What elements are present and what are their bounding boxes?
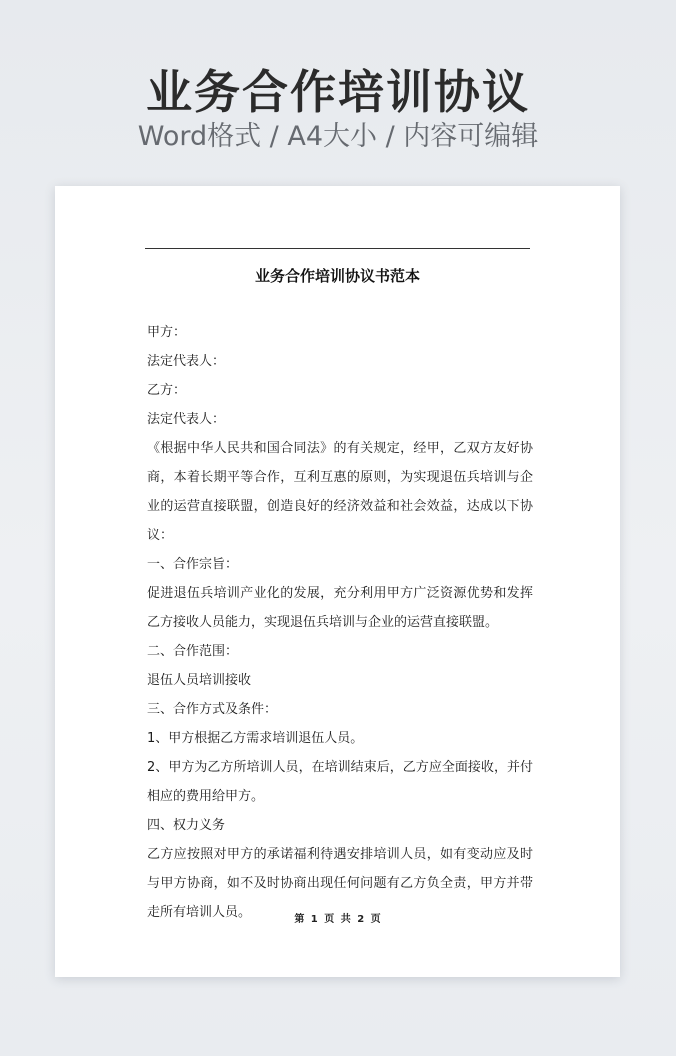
party-a-line: 甲方：: [147, 325, 187, 340]
header-rule: [145, 248, 530, 249]
section-paragraph: 促进退伍兵培训产业化的发展，充分利用甲方广泛资源优势和发挥乙方接收人员能力，实现退伍兵培训与企业的运营直接联盟。: [147, 586, 533, 630]
clause-paragraph: 2、甲方为乙方所培训人员，在培训结束后，乙方应全面接收，并付相应的费用给甲方。: [147, 760, 533, 804]
banner-subtitle: Word格式 / A4大小 / 内容可编辑: [137, 121, 539, 152]
section-heading: 一、合作宗旨：: [147, 557, 239, 572]
preamble-paragraph: 《根据中华人民共和国合同法》的有关规定，经甲，乙双方友好协商，本着长期平等合作，互利互惠的原则，为实现退伍兵培训与企业的运营直接联盟，创造良好的经济效益和社会效益，达成以下协议：: [147, 441, 533, 543]
party-b-representative-line: 法定代表人：: [147, 412, 226, 427]
section-heading: 三、合作方式及条件：: [147, 702, 278, 717]
banner-title: 业务合作培训协议: [146, 65, 530, 119]
document-page: [55, 186, 620, 977]
section-paragraph: 退伍人员培训接收: [147, 673, 252, 688]
document-body: [147, 318, 533, 927]
section-heading: 四、权力义务: [147, 818, 226, 833]
clause-paragraph: 1、甲方根据乙方需求培训退伍人员。: [147, 731, 364, 746]
section-heading: 二、合作范围：: [147, 644, 239, 659]
party-b-line: 乙方：: [147, 383, 187, 398]
document-title: 业务合作培训协议书范本: [254, 267, 420, 285]
party-a-representative-line: 法定代表人：: [147, 354, 226, 369]
section-paragraph: 乙方应按照对甲方的承诺福利待遇安排培训人员，如有变动应及时与甲方协商，如不及时协商出现任何问题有乙方负全责，甲方并带走所有培训人员。: [147, 847, 533, 920]
page-number-footer: 第 1 页 共 2 页: [294, 914, 381, 925]
